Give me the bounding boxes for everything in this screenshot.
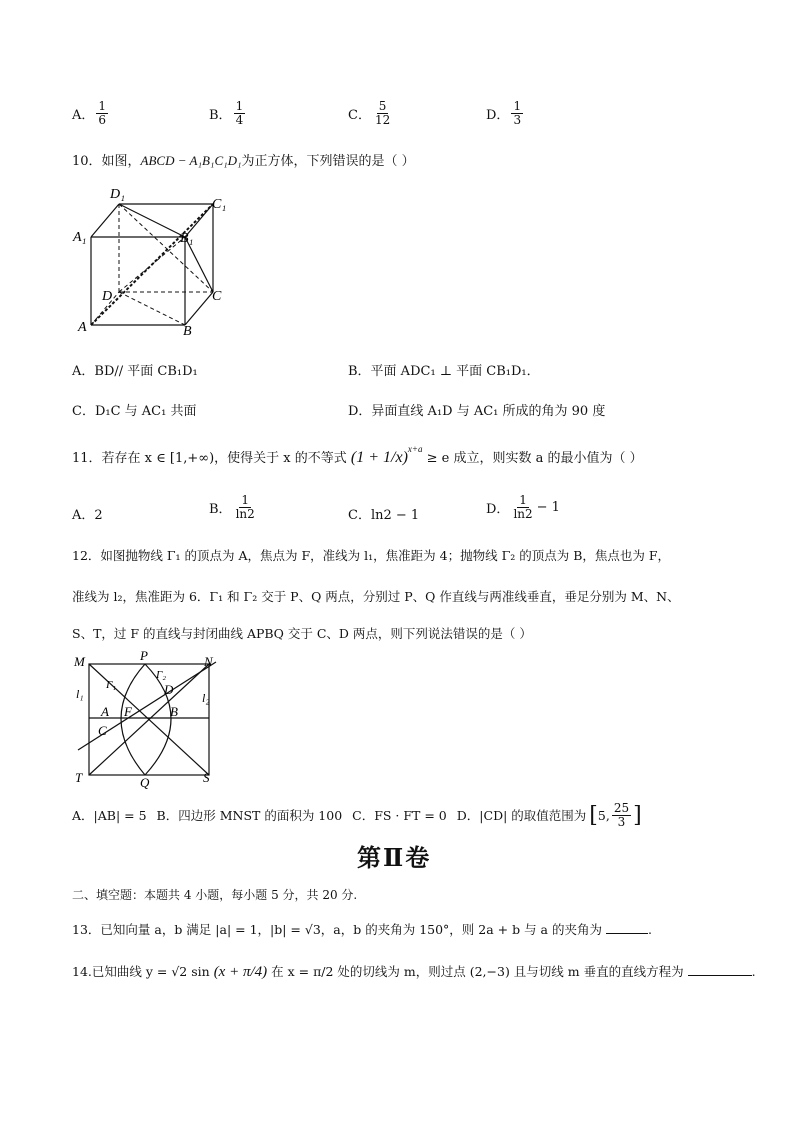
answer-blank[interactable] [688,975,752,976]
cube-label-d: D [102,289,113,304]
cube-label-d1: D₁ [110,187,125,202]
answer-blank[interactable] [606,933,648,934]
cube-label-c: C [212,289,222,304]
q10-option-b: B．平面 ADC₁ ⊥ 平面 CB₁D₁． [348,364,540,379]
q12-line-2: 准线为 l₂，焦准距为 6．Γ₁ 和 Γ₂ 交于 P、Q 两点，分别过 P、Q 作直线与两准线垂直，垂足分别为 M、N、 [72,589,680,604]
fig12-label-gamma2: Γ₂ [156,669,167,681]
q12-option-c: C．FS · FT = 0 [352,808,447,823]
q13: 13．已知向量 a，b 满足 |a| = 1，|b| = √3，a，b 的夹角为 150°，则 2a + b 与 a 的夹角为 . [72,922,652,937]
cube-label-c1: C₁ [212,197,227,212]
q12-line-3: S、T，过 F 的直线与封闭曲线 APBQ 交于 C、D 两点，则下列说法错误的是（ ） [72,626,532,641]
q11-option-a: A．2 [72,508,103,523]
fig12-label-gamma1: Γ₁ [106,679,117,691]
fig12-label-s: S [203,770,210,785]
q14: 14.已知曲线 y = √2 sin (x + π/4) 在 x = π/2 处的切线为 m，则过点 (2,−3) 且与切线 m 垂直的直线方程为 . [72,964,756,980]
q12-option-b: B．四边形 MNST 的面积为 100 [156,808,343,823]
section-title: 第Ⅱ卷 [357,843,432,872]
fig12-label-n: N [204,654,213,669]
q12-options [72,800,642,830]
fraction: $\frac{1}{\ln 2}$ [513,493,533,521]
q11-stem: 11．若存在 x ∈ [1,+∞)，使得关于 x 的不等式 $(1 + 1/x)^{x+a} \ge e$ 成立，则实数 a 的最小值为（ ） [72,444,643,466]
fig12-label-l2: l₂ [202,691,210,705]
fig12-label-q: Q [140,775,150,790]
fig12-label-a: A [101,704,109,719]
fraction: $\frac{5}{12}$ [374,99,391,127]
section-heading: 二、填空题：本题共 4 小题，每小题 5 分，共 20 分. [72,888,358,902]
fraction: $\frac{1}{3}$ [513,99,522,127]
q10-stem: 10．如图，ABCD − A₁B₁C₁D₁为正方体，下列错误的是（ ） [72,153,415,169]
parabola-figure [70,648,230,790]
fig12-label-f: F [124,704,132,719]
fig12-label-m: M [74,654,85,669]
q11-option-c: C．ln2 − 1 [348,508,420,523]
fig12-label-l1: l₁ [76,687,84,701]
q12-option-d: D．|CD| 的取值范围为 [ 5, $\frac{25}{3}$ ] [456,800,642,829]
q12-line-1: 12．如图抛物线 Γ₁ 的顶点为 A，焦点为 F，准线为 l₁，焦准距为 4；抛物线 Γ₂ 的顶点为 B，焦点也为 F， [72,548,671,563]
fraction: $\frac{25}{3}$ [613,800,630,829]
fig12-label-t: T [75,770,83,785]
fig12-label-p: P [140,648,148,663]
q11-option-d: D． $\frac{1}{\ln 2}$ − 1 [486,493,560,521]
q10-option-a: A．BD// 平面 CB₁D₁ [72,364,198,379]
q9-option-d: D． $\frac{1}{3}$ [486,99,522,127]
cube-figure [70,180,240,340]
q9-option-b: B． $\frac{1}{4}$ [209,99,244,127]
fraction: $\frac{1}{\ln 2}$ [235,493,255,521]
q9-option-c: C． $\frac{5}{12}$ [348,99,391,127]
q12-option-a: A．|AB| = 5 [72,808,147,823]
q10-option-c: C．D₁C 与 AC₁ 共面 [72,404,197,419]
q9-option-a: A． $\frac{1}{6}$ [72,99,107,127]
q9-options [72,100,552,136]
fig12-label-b: B [170,704,178,719]
cube-label-b1: B₁ [180,231,194,246]
fig12-label-d: D [164,682,174,697]
q11-option-b: B． $\frac{1}{\ln 2}$ [209,493,255,521]
fraction: $\frac{1}{4}$ [235,99,244,127]
q10-option-d: D．异面直线 A₁D 与 AC₁ 所成的角为 90 度 [348,404,606,419]
fraction: $\frac{1}{6}$ [98,99,107,127]
cube-label-a1: A₁ [73,230,87,245]
cube-label-b: B [183,324,192,339]
cube-label-a: A [78,320,87,335]
fig12-label-c: C [98,723,107,738]
